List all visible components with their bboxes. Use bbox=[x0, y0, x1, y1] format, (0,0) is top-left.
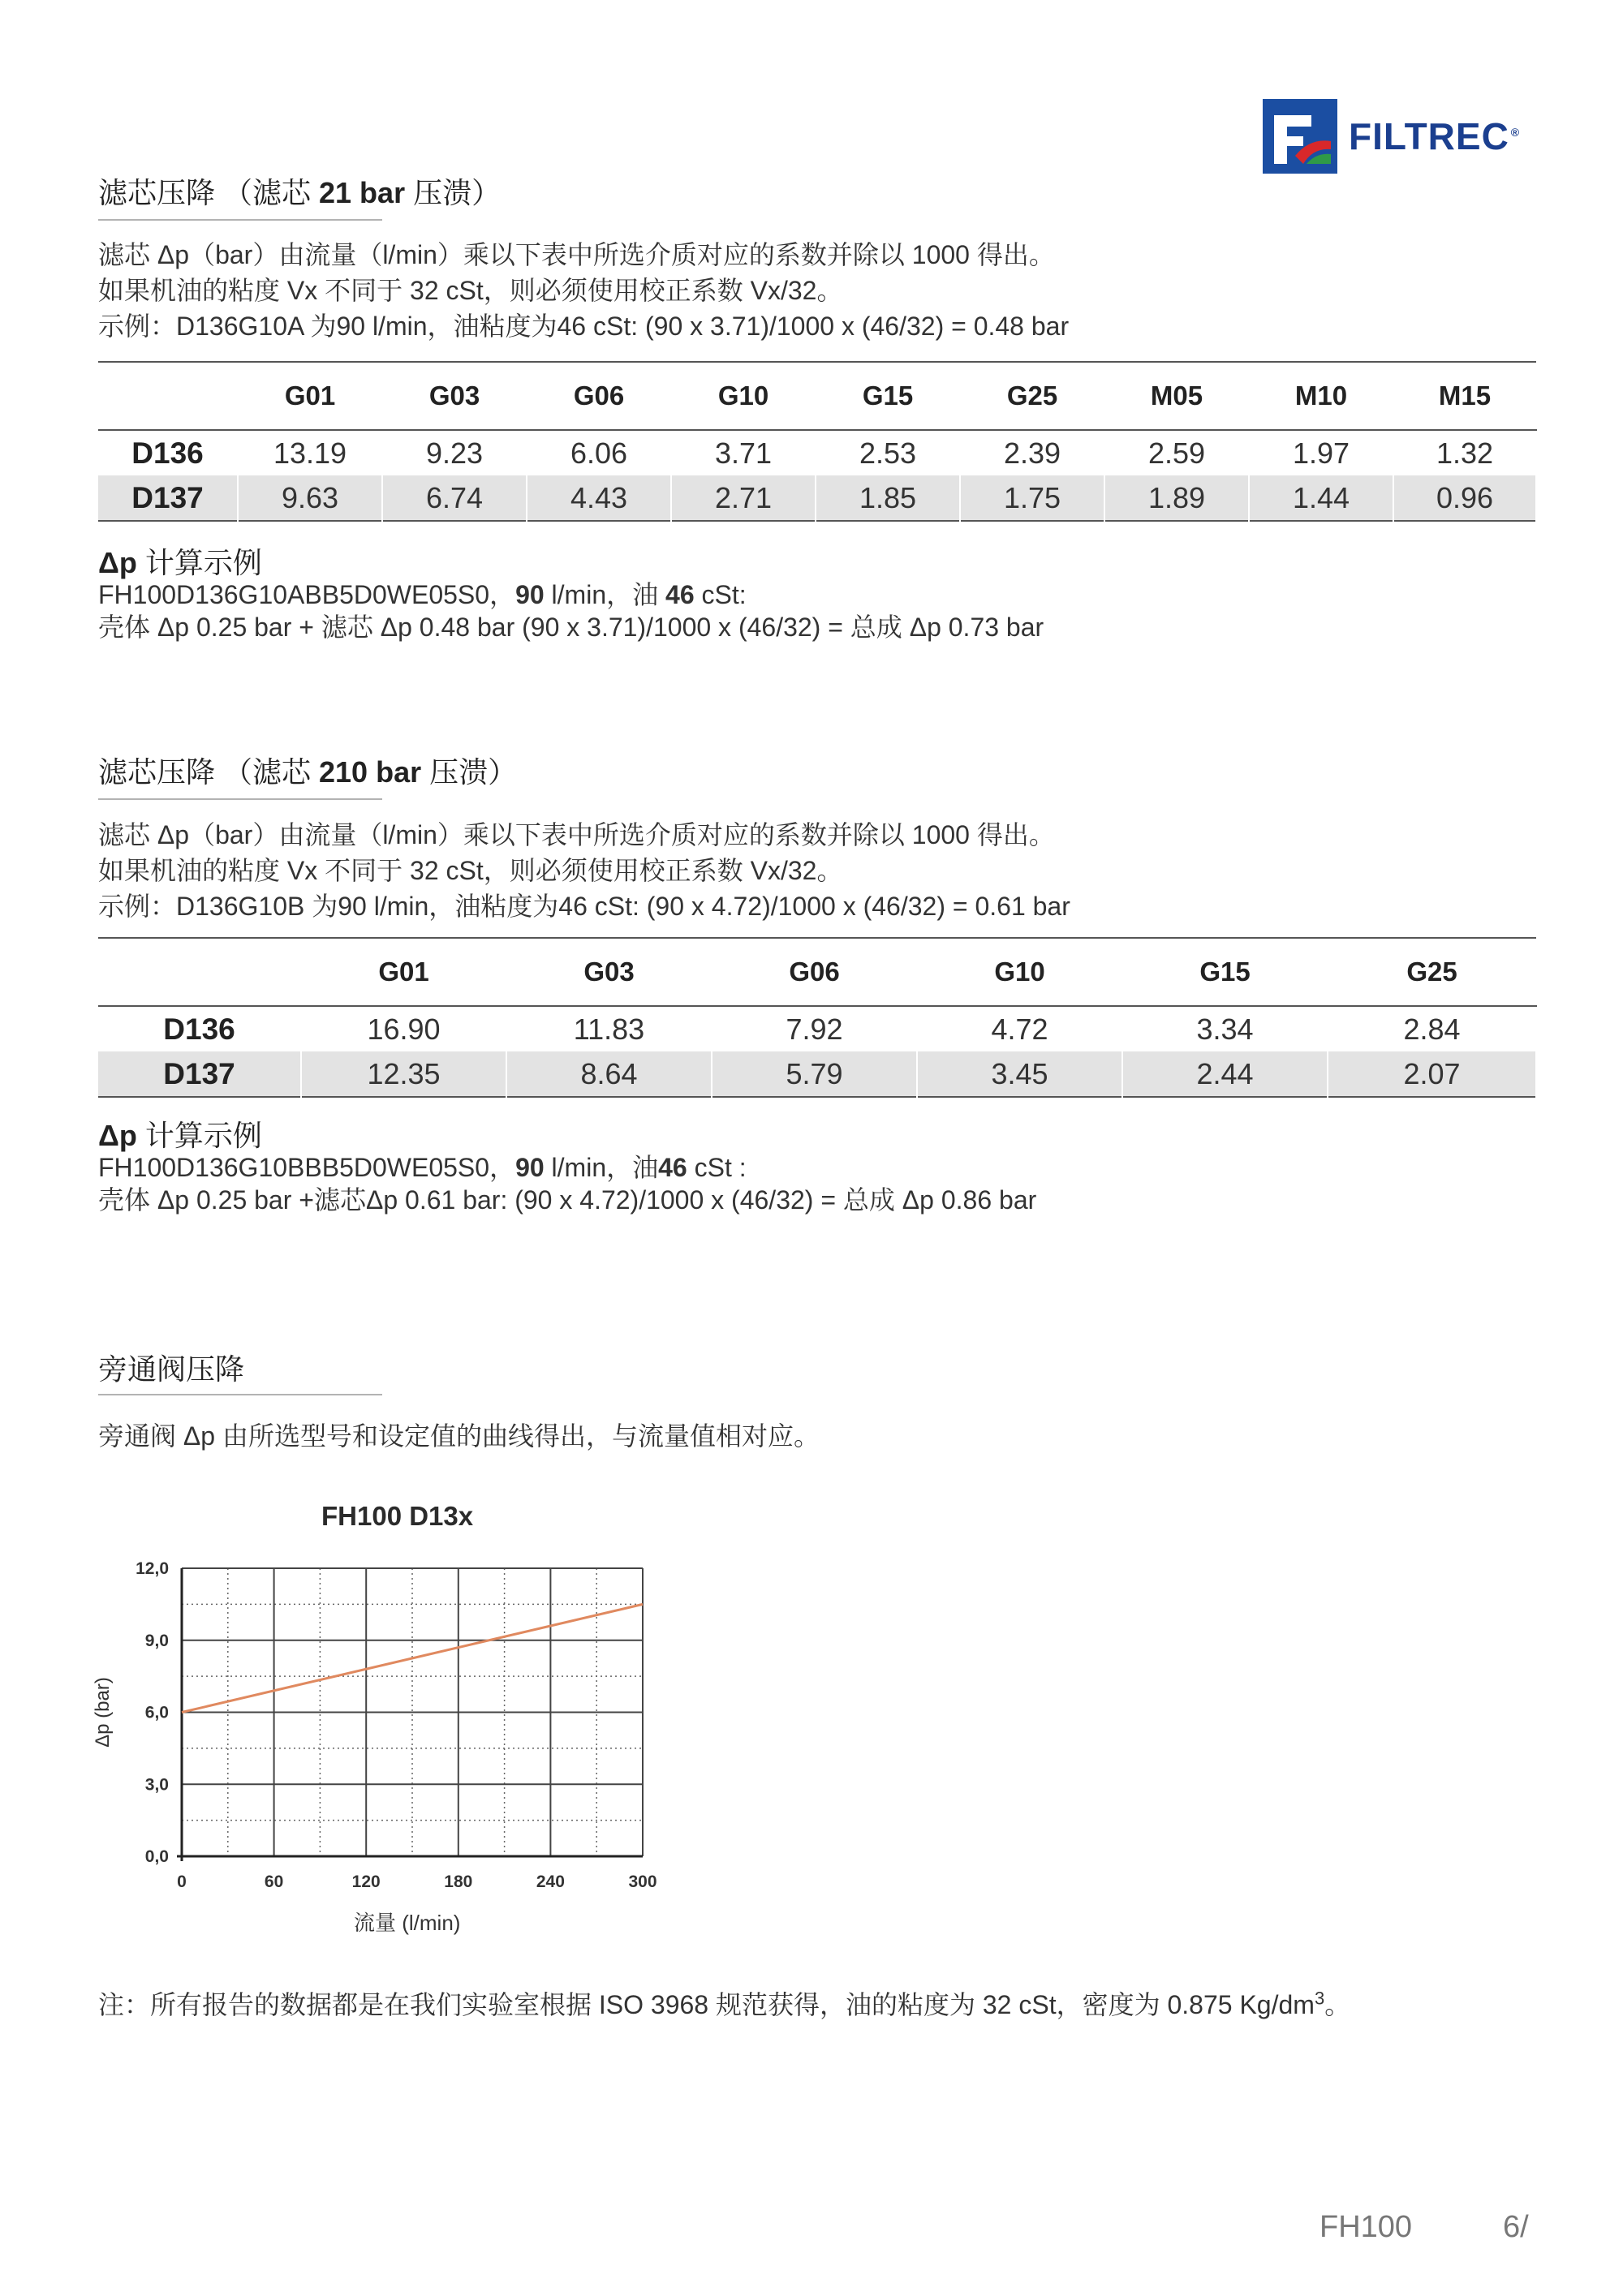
table-cell: 1.44 bbox=[1249, 475, 1393, 521]
table-header-cell: G06 bbox=[712, 938, 917, 1006]
table-cell: 2.71 bbox=[671, 475, 816, 521]
table-cell: 3.45 bbox=[917, 1051, 1122, 1097]
table-cell: 1.85 bbox=[816, 475, 960, 521]
table-cell: 1.32 bbox=[1393, 430, 1536, 475]
section2-description: 滤芯 Δp（bar）由流量（l/min）乘以下表中所选介质对应的系数并除以 1000 得出。 如果机油的粘度 Vx 不同于 32 cSt，则必须使用校正系数 Vx/32。 示例：D136G10B 为90 l/min，油粘度为46 cSt: (90 x 4.72)/1000 x (46/32) = 0.61 bar bbox=[98, 820, 1070, 921]
table-header-cell: G01 bbox=[301, 938, 506, 1006]
table-cell: 3.34 bbox=[1122, 1006, 1328, 1051]
table-row bbox=[98, 430, 1536, 475]
footer-page-number: 6/ bbox=[1503, 2210, 1529, 2244]
section1-coefficient-table bbox=[98, 361, 1537, 522]
table-cell: 2.84 bbox=[1328, 1006, 1536, 1051]
section1-example-title: Δp 计算示例 bbox=[98, 546, 262, 579]
table-cell: 1.97 bbox=[1249, 430, 1393, 475]
table-header-cell: G03 bbox=[382, 362, 527, 430]
table-cell: 2.07 bbox=[1328, 1051, 1536, 1097]
table-cell: 6.06 bbox=[527, 430, 671, 475]
table-header-cell: G25 bbox=[960, 362, 1104, 430]
table-cell: 4.43 bbox=[527, 475, 671, 521]
table-cell: 2.39 bbox=[960, 430, 1104, 475]
table-cell: 9.23 bbox=[382, 430, 527, 475]
section2-coefficient-table bbox=[98, 937, 1537, 1098]
table-row-header: D137 bbox=[98, 475, 238, 521]
table-cell: 12.35 bbox=[301, 1051, 506, 1097]
table-cell: 7.92 bbox=[712, 1006, 917, 1051]
table-header-cell: G15 bbox=[1122, 938, 1328, 1006]
table-header-cell bbox=[98, 938, 301, 1006]
footnote: 注：所有报告的数据都是在我们实验室根据 ISO 3968 规范获得，油的粘度为 32 cSt，密度为 0.875 $Kg/dm^3$。 bbox=[98, 1988, 1351, 2019]
table-cell: 1.89 bbox=[1104, 475, 1249, 521]
table-cell: 9.63 bbox=[238, 475, 382, 521]
bypass-valve-chart bbox=[81, 1541, 682, 1915]
section1-title-rule bbox=[98, 219, 382, 221]
table-cell: 1.75 bbox=[960, 475, 1104, 521]
y-tick-label: 12,0 bbox=[136, 1559, 169, 1578]
table-cell: 11.83 bbox=[506, 1006, 712, 1051]
table-row bbox=[98, 475, 1536, 521]
table-header-cell: M15 bbox=[1393, 362, 1536, 430]
table-header-row bbox=[98, 362, 1536, 430]
table-header-cell: M10 bbox=[1249, 362, 1393, 430]
table-cell: 0.96 bbox=[1393, 475, 1536, 521]
table-header-cell: G03 bbox=[506, 938, 712, 1006]
table-cell: 2.53 bbox=[816, 430, 960, 475]
section3-title-rule bbox=[98, 1394, 382, 1395]
table-header-cell: G25 bbox=[1328, 938, 1536, 1006]
table-header-cell: G15 bbox=[816, 362, 960, 430]
y-tick-label: 0,0 bbox=[144, 1847, 169, 1866]
table-cell: 16.90 bbox=[301, 1006, 506, 1051]
table-header-cell: G10 bbox=[917, 938, 1122, 1006]
footer-model: FH100 bbox=[1319, 2210, 1413, 2244]
y-tick-label: 6,0 bbox=[144, 1703, 169, 1722]
table-header-cell: G10 bbox=[671, 362, 816, 430]
table-cell: 5.79 bbox=[712, 1051, 917, 1097]
section3-title: 旁通阀压降 bbox=[98, 1352, 245, 1386]
table-header-cell: M05 bbox=[1104, 362, 1249, 430]
table-row-header: D136 bbox=[98, 1006, 301, 1051]
section2-title: 滤芯压降 （滤芯 210 bar 压溃） bbox=[98, 755, 518, 789]
chart-x-axis-label: 流量 (l/min) bbox=[354, 1911, 461, 1935]
table-header-cell: G06 bbox=[527, 362, 671, 430]
section2-example-title: Δp 计算示例 bbox=[98, 1119, 262, 1152]
section2-example-line1: FH100D136G10BBB5D0WE05S0，90 l/min，油46 cSt : bbox=[98, 1153, 747, 1182]
table-header-cell bbox=[98, 362, 238, 430]
section1-title: 滤芯压降 （滤芯 21 bar 压溃） bbox=[98, 176, 502, 209]
filtrec-logo-icon bbox=[1263, 99, 1337, 174]
chart-title: FH100 D13x bbox=[321, 1501, 474, 1531]
filtrec-logo-text: FILTREC ® bbox=[1349, 115, 1521, 157]
section2-title-rule bbox=[98, 798, 382, 800]
x-tick-label: 300 bbox=[628, 1872, 657, 1891]
table-header-cell: G01 bbox=[238, 362, 382, 430]
table-header-row bbox=[98, 938, 1536, 1006]
x-tick-label: 0 bbox=[177, 1872, 187, 1891]
table-cell: 2.59 bbox=[1104, 430, 1249, 475]
table-row bbox=[98, 1051, 1536, 1097]
table-cell: 13.19 bbox=[238, 430, 382, 475]
x-tick-label: 180 bbox=[444, 1872, 473, 1891]
section1-example-line2: 壳体 Δp 0.25 bar + 滤芯 Δp 0.48 bar (90 x 3.71)/1000 x (46/32) = 总成 Δp 0.73 bar bbox=[98, 613, 1044, 642]
x-tick-label: 60 bbox=[264, 1872, 284, 1891]
filtrec-logo bbox=[1263, 99, 1520, 174]
x-tick-label: 240 bbox=[536, 1872, 565, 1891]
table-cell: 6.74 bbox=[382, 475, 527, 521]
y-tick-label: 9,0 bbox=[144, 1631, 169, 1650]
table-cell: 8.64 bbox=[506, 1051, 712, 1097]
y-tick-label: 3,0 bbox=[144, 1775, 169, 1795]
y-axis-label: Δp (bar) bbox=[92, 1677, 114, 1748]
table-cell: 4.72 bbox=[917, 1006, 1122, 1051]
x-tick-label: 120 bbox=[351, 1872, 381, 1891]
section3-description: 旁通阀 Δp 由所选型号和设定值的曲线得出，与流量值相对应。 bbox=[98, 1421, 820, 1451]
table-cell: 2.44 bbox=[1122, 1051, 1328, 1097]
section1-description: 滤芯 Δp（bar）由流量（l/min）乘以下表中所选介质对应的系数并除以 1000 得出。 如果机油的粘度 Vx 不同于 32 cSt，则必须使用校正系数 Vx/32。 示例：D136G10A 为90 l/min，油粘度为46 cSt: (90 x 3.71)/1000 x (46/32) = 0.48 bar bbox=[98, 240, 1070, 341]
table-cell: 3.71 bbox=[671, 430, 816, 475]
table-row-header: D137 bbox=[98, 1051, 301, 1097]
table-row bbox=[98, 1006, 1536, 1051]
section1-example-line1: FH100D136G10ABB5D0WE05S0，90 l/min，油 46 cSt: bbox=[98, 580, 747, 609]
section2-example-line2: 壳体 Δp 0.25 bar +滤芯Δp 0.61 bar: (90 x 4.72)/1000 x (46/32) = 总成 Δp 0.86 bar bbox=[98, 1185, 1037, 1215]
table-row-header: D136 bbox=[98, 430, 238, 475]
